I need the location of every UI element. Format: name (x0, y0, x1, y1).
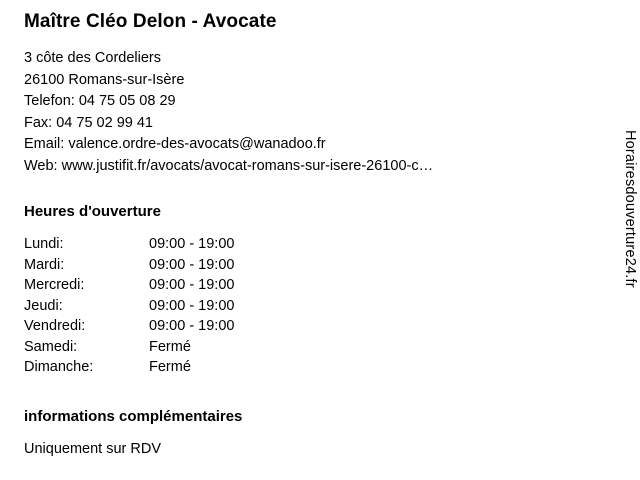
fax-line: Fax: 04 75 02 99 41 (24, 114, 153, 131)
day-label: Samedi: (24, 338, 78, 355)
day-label: Jeudi: (24, 297, 63, 314)
day-label: Dimanche: (24, 359, 94, 375)
email-line: Email: valence.ordre-des-avocats@wanadoo.fr (24, 136, 326, 152)
opening-hours-heading: Heures d'ouverture (24, 203, 161, 220)
day-hours: 09:00 - 19:00 (149, 318, 235, 334)
phone-line: Telefon: 04 75 05 08 29 (24, 93, 176, 109)
day-hours: 09:00 - 19:00 (149, 236, 235, 252)
table-row (24, 234, 234, 255)
day-hours: 09:00 - 19:00 (149, 277, 235, 293)
day-hours: 09:00 - 19:00 (149, 297, 235, 314)
day-label: Lundi: (24, 236, 64, 252)
day-label: Mercredi: (24, 277, 85, 293)
table-row (24, 337, 234, 358)
table-row (24, 255, 234, 276)
day-label: Mardi: (24, 256, 65, 273)
website-line: Web: www.justifit.fr/avocats/avocat-romans-sur-isere-26100-c… (24, 157, 434, 174)
day-hours: Fermé (149, 359, 191, 375)
day-hours: 09:00 - 19:00 (149, 256, 235, 273)
table-row (24, 357, 234, 378)
card-content (24, 10, 594, 459)
additional-info-text: Uniquement sur RDV (24, 440, 161, 457)
watermark-label: Horairesdouverture24.fr (622, 130, 638, 288)
table-row (24, 275, 234, 296)
day-hours: Fermé (149, 338, 191, 355)
additional-info-heading: informations complémentaires (24, 407, 243, 425)
table-row (24, 296, 234, 317)
table-row (24, 316, 234, 337)
address-city: 26100 Romans-sur-Isère (24, 71, 185, 88)
day-label: Vendredi: (24, 318, 86, 334)
opening-hours-table (24, 234, 234, 378)
page-title: Maître Cléo Delon - Avocate (24, 11, 277, 32)
address-street: 3 côte des Cordeliers (24, 50, 162, 66)
